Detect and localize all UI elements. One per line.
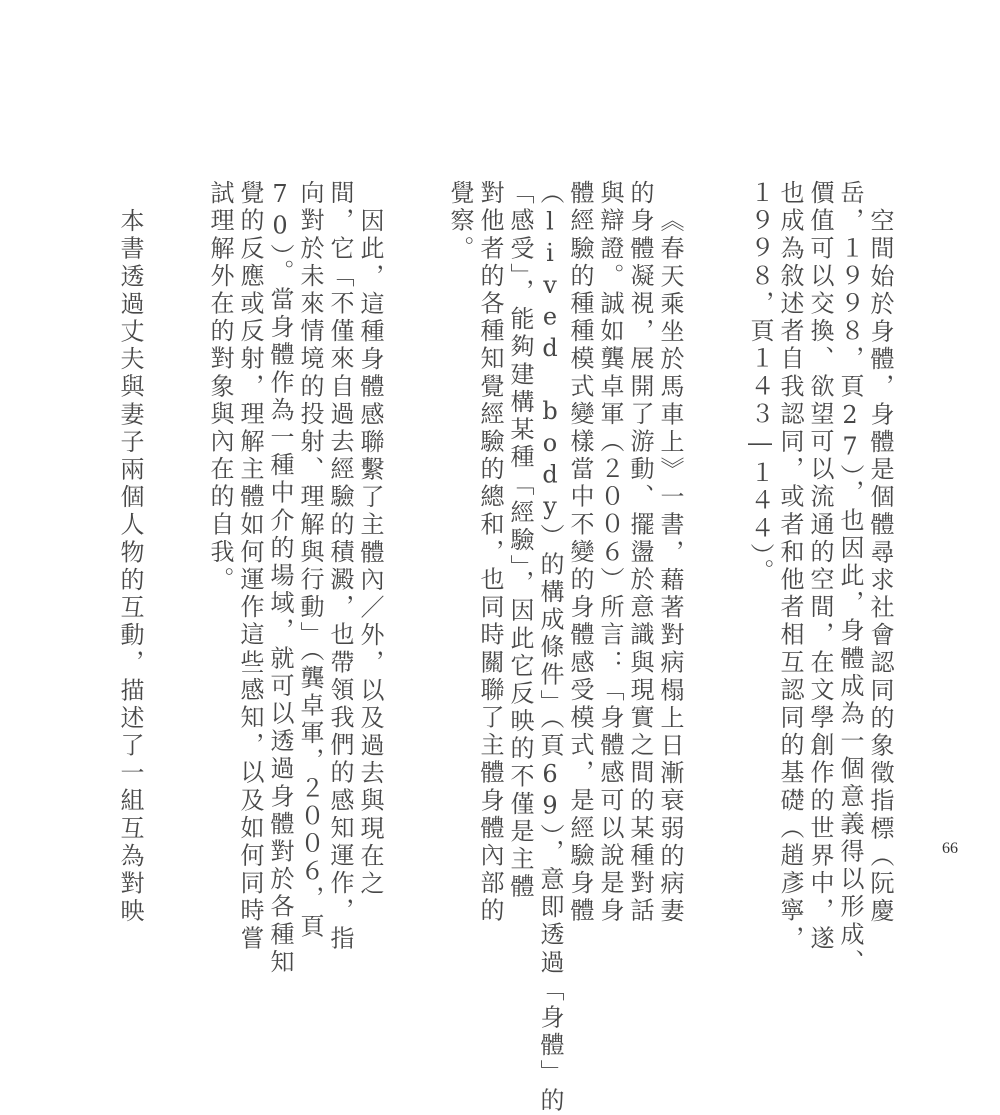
text-column-14: 因此，這種身體感聯繫了主體內／外，以及過去與現在之 (356, 208, 384, 898)
page-number: 66 (942, 840, 958, 857)
text-column-6: 《春天乘坐於馬車上》一書，藉著對病榻上日漸衰弱的病妻 (656, 208, 684, 926)
text-column-7: 的身體凝視，展開了游動、擺盪於意識與現實之間的某種對話 (626, 180, 654, 926)
text-column-18: 覺的反應或反射，理解主體如何運作這些感知，以及如何同時嘗 (236, 180, 264, 953)
text-column-13: 覺察。 (446, 180, 474, 263)
text-column-8: 與辯證。誠如龔卓軍（２００６）所言：「身體感可以說是身 (596, 180, 624, 926)
text-column-3: 價值可以交換、欲望可以流通的空間，在文學創作的世界中，遂 (806, 180, 834, 953)
text-column-2: 岳，１９９８，頁27），也因此，身體成為一個意義得以形成、 (836, 180, 864, 977)
text-column-16: 向對於未來情境的投射、理解與行動」（龔卓軍，２００６，頁 (296, 180, 324, 941)
text-column-9: 體經驗的種種模式變樣當中不變的身體感受模式，是經驗身體 (566, 180, 594, 926)
text-column-5: １９９８，頁１４３―１４４）。 (746, 180, 774, 586)
text-column-20: 本書透過丈夫與妻子兩個人物的互動，描述了一組互為對映 (116, 208, 144, 926)
text-column-1: 空間始於身體，身體是個體尋求社會認同的象徵指標（阮慶 (866, 208, 894, 926)
text-column-11: 「感受」，能夠建構某種「經驗」，因此它反映的不僅是主體 (506, 180, 534, 902)
text-column-10: （lived body）的構成條件」（頁69），意即透過「身體」的 (536, 180, 564, 1115)
text-column-19: 試理解外在的對象與內在的自我。 (206, 180, 234, 594)
text-column-15: 間，它「不僅來自過去經驗的積澱，也帶領我們的感知運作，指 (326, 180, 354, 953)
text-column-4: 也成為敘述者自我認同，或者和他者相互認同的基礎（趙彥寧， (776, 180, 804, 953)
text-column-12: 對他者的各種知覺經驗的總和，也同時關聯了主體身體內部的 (476, 180, 504, 926)
text-column-17: 70）。當身體作為一種中介的場域，就可以透過身體對於各種知 (266, 180, 294, 977)
